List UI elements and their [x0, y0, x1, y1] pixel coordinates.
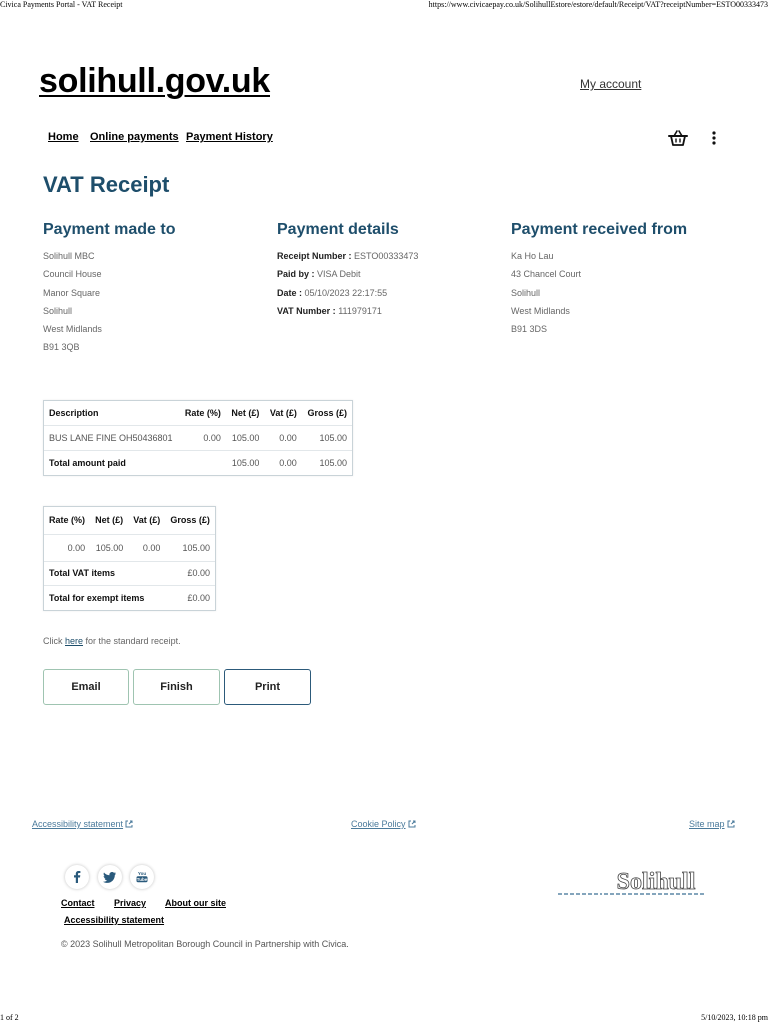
total-exempt-row — [44, 586, 215, 611]
column-header: Net (£) — [231, 408, 260, 418]
payer-address-line: Ka Ho Lau — [511, 251, 554, 261]
payee-address-line: Council House — [43, 269, 102, 280]
receipt-number-value: ESTO00333473 — [354, 251, 419, 261]
payment-details-title: Payment details — [277, 221, 399, 238]
table-cell: BUS LANE FINE OH50436801 — [49, 432, 173, 443]
solihull-council-logo[interactable] — [556, 866, 708, 898]
finish-button[interactable]: Finish — [133, 669, 220, 705]
print-page-url: https://www.civicaepay.co.uk/SolihullEstore/estore/default/Receipt/VAT?receiptNumber=ESTO00333473 — [428, 0, 768, 9]
nav-online-payments[interactable]: Online payments — [90, 131, 179, 143]
svg-text:Solihull: Solihull — [616, 869, 696, 895]
vat-summary-table — [43, 506, 216, 611]
payee-address-line: Manor Square — [43, 287, 101, 298]
payee-address-line: West Midlands — [43, 324, 102, 335]
page-title: VAT Receipt — [43, 172, 170, 197]
column-header: Vat (£) — [269, 408, 297, 418]
print-header — [0, 0, 768, 10]
total-exempt-value: £0.00 — [187, 593, 210, 603]
payment-received-from-title: Payment received from — [511, 221, 688, 238]
print-datetime: 5/10/2023, 10:18 pm — [701, 1013, 768, 1022]
payee-address-line: B91 3QB — [43, 342, 80, 353]
total-label: Total amount paid — [49, 457, 126, 468]
payment-made-to-title: Payment made to — [43, 221, 176, 238]
total-vat-value: £0.00 — [187, 568, 210, 579]
accessibility-statement-label: Accessibility statement — [32, 819, 124, 829]
column-header: Vat (£) — [133, 515, 161, 526]
table-cell: 105.00 — [95, 542, 124, 553]
external-link-icon — [408, 820, 416, 828]
table-cell-empty — [179, 450, 226, 475]
table-cell: 0.00 — [67, 542, 86, 553]
items-table — [43, 400, 353, 476]
payment-details-section — [277, 221, 497, 320]
total-vat-row — [44, 561, 215, 586]
site-map-link[interactable] — [689, 819, 735, 829]
print-button[interactable]: Print — [224, 669, 311, 705]
paid-by-label: Paid by : — [277, 269, 315, 280]
footer-about-link[interactable]: About our site — [165, 898, 226, 908]
column-header: Gross (£) — [307, 408, 347, 418]
table-cell: 105.00 — [319, 432, 347, 443]
nav-payment-history[interactable]: Payment History — [186, 131, 273, 143]
standard-receipt-text — [43, 636, 181, 646]
date-row — [277, 284, 497, 302]
paid-by-value: VISA Debit — [317, 269, 361, 280]
total-vat-label: Total VAT items — [49, 568, 116, 579]
column-header: Description — [49, 408, 99, 418]
payer-address-line: 43 Chancel Court — [511, 269, 582, 280]
date-label: Date : — [277, 287, 303, 298]
payer-address-line: West Midlands — [511, 305, 570, 316]
table-cell: 0.00 — [203, 432, 221, 443]
copyright-text: © 2023 Solihull Metropolitan Borough Council in Partnership with Civica. — [61, 939, 349, 949]
print-page-title: Civica Payments Portal - VAT Receipt — [0, 0, 123, 9]
basket-icon[interactable] — [668, 129, 688, 147]
table-row — [44, 426, 352, 451]
youtube-icon[interactable] — [130, 865, 154, 889]
payer-address-line: Solihull — [511, 287, 541, 298]
date-value: 05/10/2023 22:17:55 — [304, 287, 388, 298]
facebook-icon[interactable] — [65, 865, 89, 889]
standard-receipt-suffix: for the standard receipt. — [83, 636, 181, 646]
table-header-row — [44, 401, 352, 426]
my-account-link[interactable]: My account — [580, 77, 642, 91]
footer-privacy-link[interactable]: Privacy — [114, 898, 147, 908]
paid-by-row — [277, 265, 497, 283]
site-map-label: Site map — [689, 819, 725, 829]
payer-address-line: B91 3DS — [511, 324, 548, 335]
table-header-row — [44, 507, 215, 534]
payee-address-line: Solihull MBC — [43, 251, 95, 261]
table-cell: 105.00 — [182, 542, 210, 553]
cookie-policy-label: Cookie Policy — [351, 819, 406, 829]
email-button[interactable]: Email — [43, 669, 129, 705]
total-gross: 105.00 — [319, 457, 347, 468]
nav-home[interactable]: Home — [48, 131, 79, 143]
external-link-icon — [125, 820, 133, 828]
payee-address-line: Solihull — [43, 305, 73, 316]
cookie-policy-link[interactable] — [351, 819, 416, 829]
table-cell: 0.00 — [142, 542, 161, 553]
vat-number-value: 111979171 — [338, 305, 382, 316]
site-logo[interactable]: solihull.gov.uk — [39, 62, 270, 100]
svg-text:Tube: Tube — [136, 876, 148, 882]
vat-number-label: VAT Number : — [277, 305, 336, 316]
total-row — [44, 450, 352, 475]
payment-received-from-section — [511, 221, 731, 338]
more-vertical-icon[interactable] — [708, 130, 720, 146]
column-header: Net (£) — [95, 515, 124, 526]
svg-text:You: You — [137, 871, 147, 876]
column-header: Rate (%) — [184, 408, 221, 418]
column-header: Gross (£) — [170, 515, 210, 526]
standard-receipt-link[interactable]: here — [65, 636, 84, 646]
table-row — [44, 534, 215, 561]
total-vat: 0.00 — [279, 457, 297, 468]
payment-made-to-section — [43, 221, 263, 357]
total-net: 105.00 — [231, 457, 260, 468]
receipt-number-label: Receipt Number : — [277, 251, 352, 261]
footer-accessibility-link[interactable]: Accessibility statement — [64, 915, 165, 925]
receipt-number-row — [277, 247, 497, 265]
twitter-icon[interactable] — [98, 865, 122, 889]
accessibility-statement-link[interactable] — [32, 819, 133, 829]
table-cell: 0.00 — [279, 432, 297, 443]
footer-contact-link[interactable]: Contact — [61, 898, 95, 908]
standard-receipt-prefix: Click — [43, 636, 65, 646]
print-page-number: 1 of 2 — [0, 1013, 19, 1022]
table-cell: 105.00 — [231, 432, 260, 443]
vat-number-row — [277, 302, 497, 320]
external-link-icon — [727, 820, 735, 828]
column-header: Rate (%) — [49, 515, 86, 526]
total-exempt-label: Total for exempt items — [49, 593, 145, 603]
